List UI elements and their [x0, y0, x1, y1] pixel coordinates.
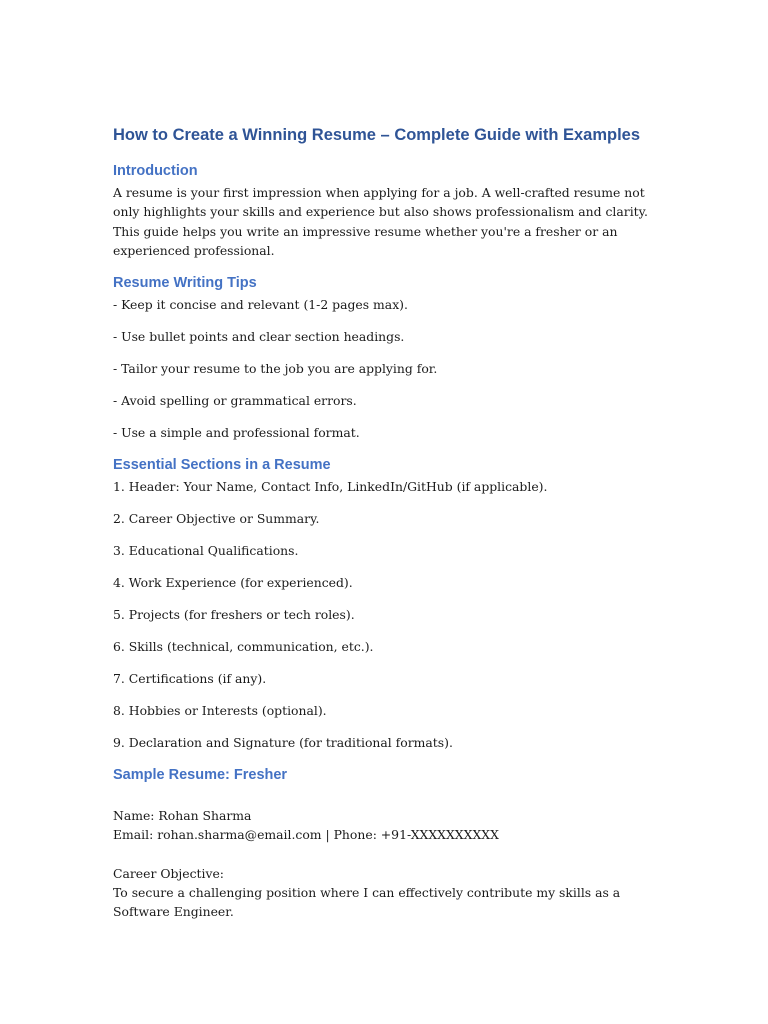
tips-list: [113, 295, 655, 442]
section-item: 8. Hobbies or Interests (optional).: [113, 703, 327, 718]
sample-name: Name: Rohan Sharma: [113, 807, 252, 823]
document-title: How to Create a Winning Resume – Complete Guide with Examples: [113, 126, 641, 144]
objective-label: Career Objective:: [113, 865, 224, 881]
section-item: 5. Projects (for freshers or tech roles).: [113, 607, 355, 623]
tip-item: - Avoid spelling or grammatical errors.: [113, 393, 357, 409]
objective-text: To secure a challenging position where I can effectively contribute my skills as a Software Engineer.: [113, 884, 621, 920]
tip-item: - Tailor your resume to the job you are applying for.: [113, 361, 438, 377]
tip-item: - Use a simple and professional format.: [113, 425, 360, 441]
tip-item: - Use bullet points and clear section headings.: [113, 329, 405, 345]
section-item: 9. Declaration and Signature (for traditional formats).: [113, 734, 453, 750]
section-item: 2. Career Objective or Summary.: [113, 511, 320, 527]
section-item: 3. Educational Qualifications.: [113, 543, 299, 559]
sections-list: [113, 477, 655, 752]
sample-contact: Email: rohan.sharma@email.com | Phone: +91-XXXXXXXXXX: [113, 827, 499, 843]
sample-objective-block: [113, 864, 655, 922]
section-item: 4. Work Experience (for experienced).: [113, 575, 353, 591]
introduction-paragraph: A resume is your first impression when applying for a job. A well-crafted resume not only highlights your skills and experience but also shows professionalism and clarity. This guide helps you write an impressive resume whether you're a fresher or an experienced professional.: [113, 185, 648, 258]
introduction-heading: Introduction: [113, 163, 198, 179]
sample-contact-block: [113, 806, 655, 845]
section-item: 6. Skills (technical, communication, etc.).: [113, 639, 374, 655]
tips-heading: Resume Writing Tips: [113, 275, 257, 292]
section-item: 7. Certifications (if any).: [113, 671, 267, 687]
sample-heading: Sample Resume: Fresher: [113, 766, 288, 783]
tip-item: - Keep it concise and relevant (1-2 pages max).: [113, 297, 408, 313]
sections-heading: Essential Sections in a Resume: [113, 457, 331, 474]
section-item: 1. Header: Your Name, Contact Info, LinkedIn/GitHub (if applicable).: [113, 479, 548, 495]
